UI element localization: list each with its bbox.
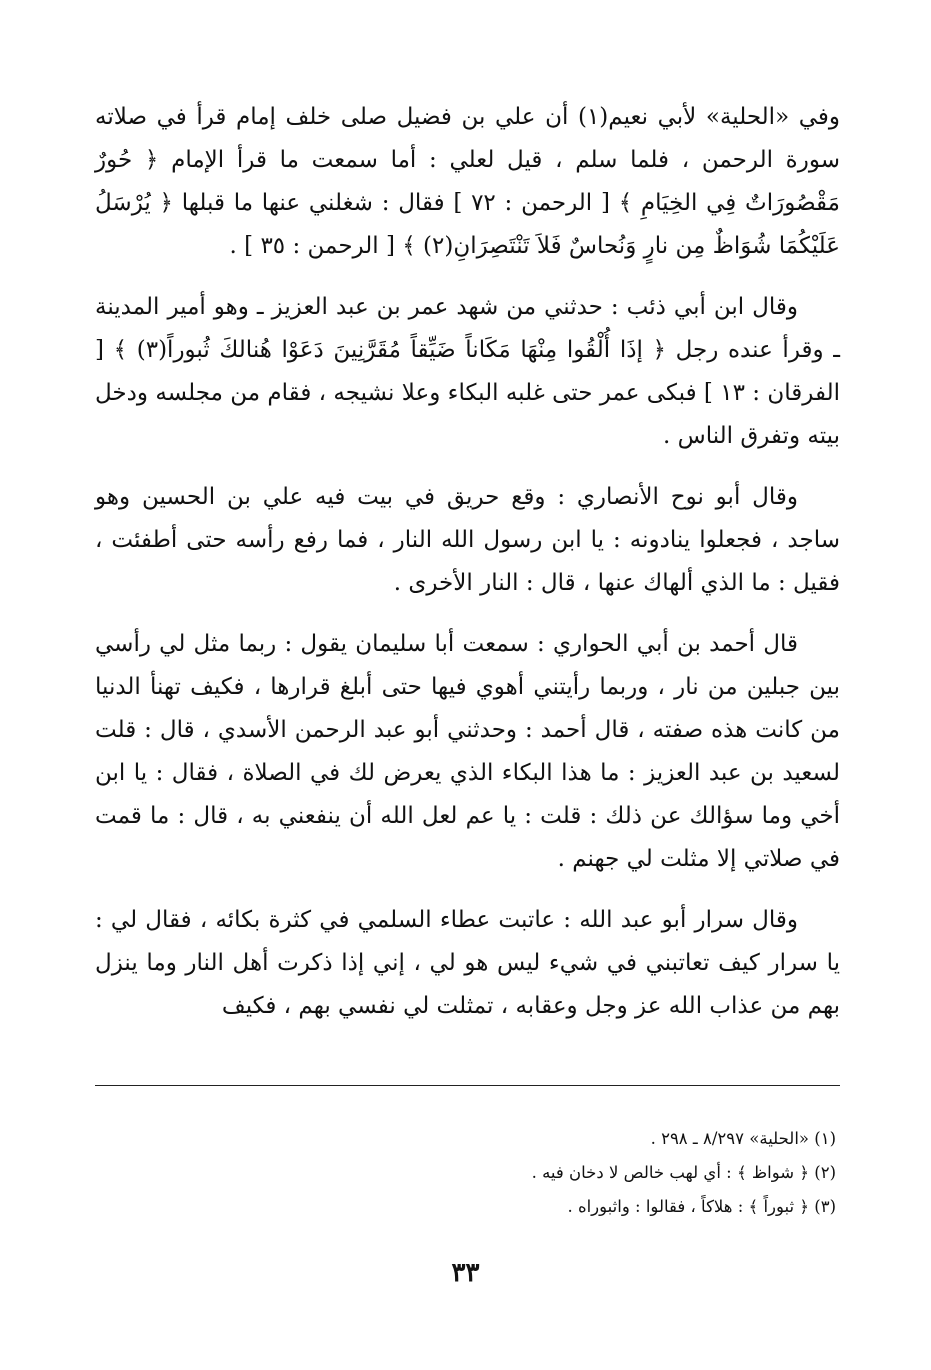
footnote-2: (٢) ﴿ شواظ ﴾ : أي لهب خالص لا دخان فيه .	[531, 1163, 836, 1182]
paragraph-1: وفي «الحلية» لأبي نعيم(١) أن علي بن فضيل صلى خلف إمام قرأ في صلاته سورة الرحمن ، فلما سلم ، قيل لعلي : أما سمعت ما قرأ الإمام ﴿ حُورٌ مَقْصُورَاتٌ فِي الخِيَامِ ﴾ [ الرحمن : ٧٢ ] فقال : شغلني عنها ما قبلها ﴿ يُرْسَلُ عَلَيْكُمَا شُوَاظٌ مِن نارٍ وَنُحاسٌ فَلاَ تَنْتَصِرَانِ(٢) ﴾ [ الرحمن : ٣٥ ] .	[95, 104, 840, 259]
paragraph-4: قال أحمد بن أبي الحواري : سمعت أبا سليمان يقول : ربما مثل لي رأسي بين جبلين من نار ، وربما رأيتني أهوي فيها حتى أبلغ قرارها ، فكيف تهنأ الدنيا من كانت هذه صفته ، قال أحمد : وحدثني أبو عبد الرحمن الأسدي ، قال : قلت لسعيد بن عبد العزيز : ما هذا البكاء الذي يعرض لك في الصلاة ، فقال : يا ابن أخي وما سؤالك عن ذلك : قلت : يا عم لعل الله أن ينفعني به ، قال : ما قمت في صلاتي إلا مثلت لي جهنم .	[95, 631, 840, 872]
paragraph-2: وقال ابن أبي ذئب : حدثني من شهد عمر بن عبد العزيز ـ وهو أمير المدينة ـ وقرأ عنده رجل ﴿ إذَا أُلْقُوا مِنْهَا مَكَاناً ضَيِّقاً مُقَرَّنِينَ دَعَوْا هُنالكَ ثُبوراً(٣) ﴾ [ الفرقان : ١٣ ] فبكى عمر حتى غلبه البكاء وعلا نشيجه ، فقام من مجلسه ودخل بيته وتفرق الناس .	[95, 294, 840, 449]
footnote-1: (١) «الحلية» ٨/٢٩٧ ـ ٢٩٨ .	[650, 1129, 836, 1148]
footnote-divider	[95, 1085, 840, 1086]
footnotes	[95, 1122, 840, 1224]
main-text	[95, 96, 840, 1046]
footnote-3: (٣) ﴿ ثبوراً ﴾ : هلاكاً ، فقالوا : واثبوراه .	[567, 1197, 836, 1216]
paragraph-3: وقال أبو نوح الأنصاري : وقع حريق في بيت فيه علي بن الحسين وهو ساجد ، فجعلوا ينادونه : يا ابن رسول الله النار ، فما رفع رأسه حتى أطفئت ، فقيل : ما الذي ألهاك عنها ، قال : النار الأخرى .	[95, 484, 840, 596]
paragraph-5: وقال سرار أبو عبد الله : عاتبت عطاء السلمي في كثرة بكائه ، فقال لي : يا سرار كيف تعاتبني في شيء ليس هو لي ، إني إذا ذكرت أهل النار وما ينزل بهم من عذاب الله عز وجل وعقابه ، تمثلت لي نفسي بهم ، فكيف	[95, 907, 840, 1019]
page-number: ٣٣	[451, 1258, 480, 1288]
